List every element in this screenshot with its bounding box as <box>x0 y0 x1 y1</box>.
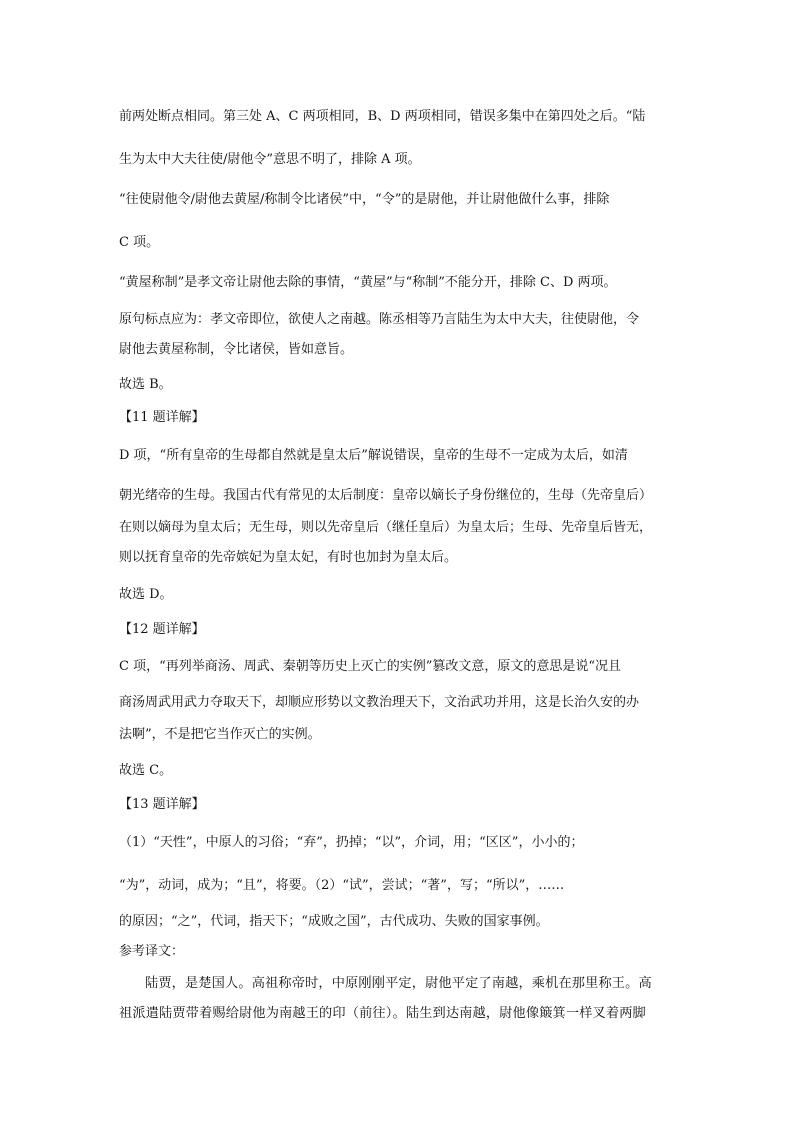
text-line: D 项，“所有皇帝的生母都自然就是皇太后”解说错误，皇帝的生母不一定成为太后，如清 <box>119 448 628 463</box>
text-line: “黄屋称制”是孝文帝让尉他去除的事情，“黄屋”与“称制”不能分开，排除 C、D 两项。 <box>119 275 617 290</box>
text-line: “往使尉他令/尉他去黄屋/称制令比诸侯”中，“令”的是尉他，并让尉他做什么事，排除 <box>119 192 610 207</box>
text-line: 故选 D。 <box>119 587 173 602</box>
text-line: 商汤周武用武力夺取天下，却顺应形势以文教治理天下，文治武功并用，这是长治久安的办 <box>119 695 640 710</box>
text-line: 原句标点应为：孝文帝即位，欲使人之南越。陈丞相等乃言陆生为太中大夫，往使尉他，令 <box>119 312 640 327</box>
section-heading: 【13 题详解】 <box>119 797 205 812</box>
text-line: 朝光绪帝的生母。我国古代有常见的太后制度：皇帝以嫡长子身份继位的，生母（先帝皇后） <box>119 488 653 503</box>
text-line: 前两处断点相同。第三处 A、C 两项相同，B、D 两项相同，错误多集中在第四处之后。“陆 <box>119 109 646 124</box>
translation-line: 陆贾，是楚国人。高祖称帝时，中原刚刚平定，尉他平定了南越，乘机在那里称王。高 <box>145 976 652 991</box>
text-line: “为”，动词，成为；“且”，将要。（2）“试”，尝试；“著”，写；“所以”，…… <box>119 878 565 893</box>
text-line: 则以抚育皇帝的先帝嫔妃为皇太妃，有时也加封为皇太后。 <box>119 550 458 565</box>
text-line: 在则以嫡母为皇太后；无生母，则以先帝皇后（继任皇后）为皇太后；生母、先帝皇后皆无， <box>119 520 653 535</box>
translation-heading: 参考译文： <box>119 944 185 959</box>
text-line: 故选 B。 <box>119 377 172 392</box>
text-line: 的原因；“之”，代词，指天下；“成败之国”，古代成功、失败的国家事例。 <box>119 914 549 929</box>
text-line: 法啊”，不是把它当作灭亡的实例。 <box>119 727 321 742</box>
text-line: 尉他去黄屋称制，令比诸侯，皆如意旨。 <box>119 342 354 357</box>
text-line: 故选 C。 <box>119 763 173 778</box>
section-heading: 【12 题详解】 <box>119 622 205 637</box>
text-line: （1）“天性”，中原人的习俗；“弃”，扔掉；“以”，介词，用；“区区”，小小的； <box>119 835 584 850</box>
text-line: C 项。 <box>119 235 160 250</box>
section-heading: 【11 题详解】 <box>119 410 205 425</box>
text-line: 生为太中大夫往使/尉他令”意思不明了，排除 A 项。 <box>119 152 421 167</box>
translation-line: 祖派遣陆贾带着赐给尉他为南越王的印（前往）。陆生到达南越，尉他像簸箕一样叉着两脚 <box>119 1006 646 1021</box>
text-line: C 项，“再列举商汤、周武、秦朝等历史上灭亡的实例”篡改文意，原文的意思是说“况且 <box>119 659 622 674</box>
